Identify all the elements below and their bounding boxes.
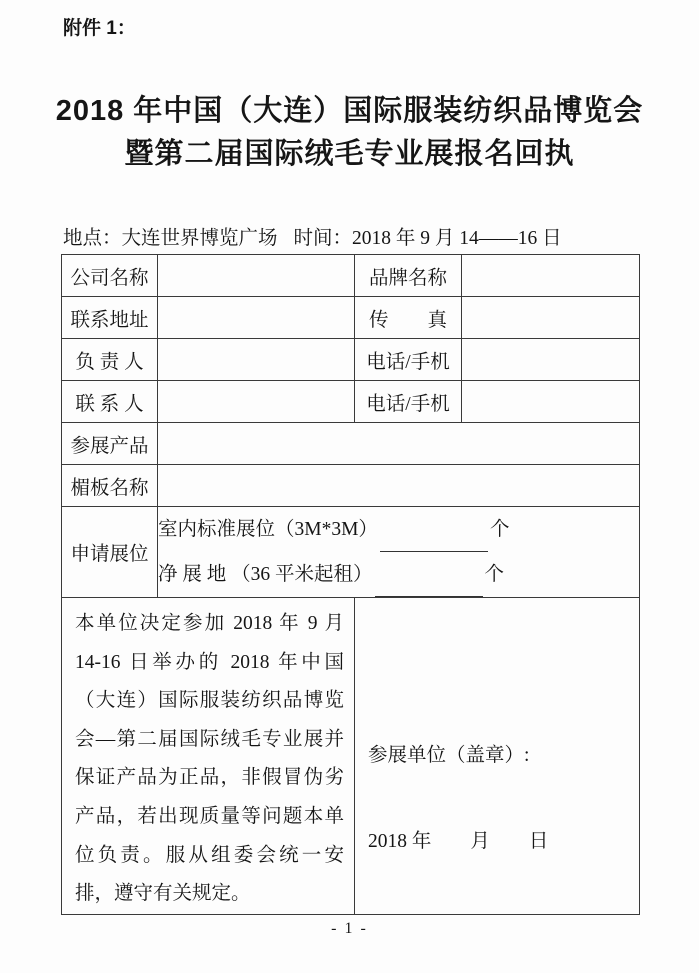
contact-person-field[interactable] [158,381,355,423]
indoor-standard-booth-text: 室内标准展位（3M*3M） [158,519,378,540]
form-title-line-2: 暨第二届国际绒毛专业展报名回执 [124,138,575,170]
table-row [62,339,640,381]
indoor-booth-unit-label: 个 [489,519,510,540]
booth-options-cell [158,507,640,598]
table-row [62,255,640,297]
booth-application-label: 申请展位 [62,507,158,598]
exhibit-products-field[interactable] [158,423,640,465]
raw-space-unit-label: 个 [484,564,505,585]
fax-label: 传 真 [355,297,462,339]
person-in-charge-label: 负 责 人 [62,339,158,381]
indoor-booth-count-blank[interactable] [380,530,488,552]
contact-address-field[interactable] [158,297,355,339]
contact-address-label: 联系地址 [62,297,158,339]
declaration-row [62,598,640,915]
exhibitor-stamp-label: 参展单位（盖章）: [368,744,530,766]
time-text: 时间：2018 年 9 月 14——16 日 [293,228,562,249]
person-in-charge-field[interactable] [158,339,355,381]
fascia-name-label: 楣板名称 [62,465,158,507]
phone-mobile-label-2: 电话/手机 [355,381,462,423]
company-name-field[interactable] [158,255,355,297]
signature-date-line: 2018 年 月 日 [368,830,549,852]
raw-space-option [158,552,639,597]
brand-name-field[interactable] [462,255,640,297]
booth-application-row [62,507,640,598]
table-row [62,297,640,339]
contact-person-label: 联 系 人 [62,381,158,423]
phone-mobile-label-1: 电话/手机 [355,339,462,381]
table-row [62,465,640,507]
fax-field[interactable] [462,297,640,339]
form-title-line-1: 2018 年中国（大连）国际服装纺织品博览会 [55,95,644,127]
declaration-cell [62,598,355,915]
attachment-label: 附件 1： [63,18,136,39]
brand-name-label: 品牌名称 [355,255,462,297]
form-title [0,90,699,176]
meta-line [63,222,644,250]
table-row [62,423,640,465]
raw-space-text: 净 展 地 （36 平米起租） [158,564,373,585]
fascia-name-field[interactable] [158,465,640,507]
table-row [62,381,640,423]
exhibit-products-label: 参展产品 [62,423,158,465]
declaration-paragraph: 本单位决定参加 2018 年 9 月 14-16 日举办的 2018 年中国（大连）国际服装纺织品博览会—第二届国际绒毛专业展并保证产品为正品，非假冒伪劣产品，若出现质量等问题本单位负责。服从组委会统一安排，遵守有关规定。 [75,613,344,905]
location-text: 地点：大连世界博览广场 [63,228,278,249]
registration-table [61,254,640,915]
indoor-standard-booth-option [158,507,639,552]
raw-space-count-blank[interactable] [375,575,483,597]
phone-mobile-field-1[interactable] [462,339,640,381]
phone-mobile-field-2[interactable] [462,381,640,423]
stamp-cell [355,598,640,915]
company-name-label: 公司名称 [62,255,158,297]
page-number: - 1 - [331,920,368,937]
